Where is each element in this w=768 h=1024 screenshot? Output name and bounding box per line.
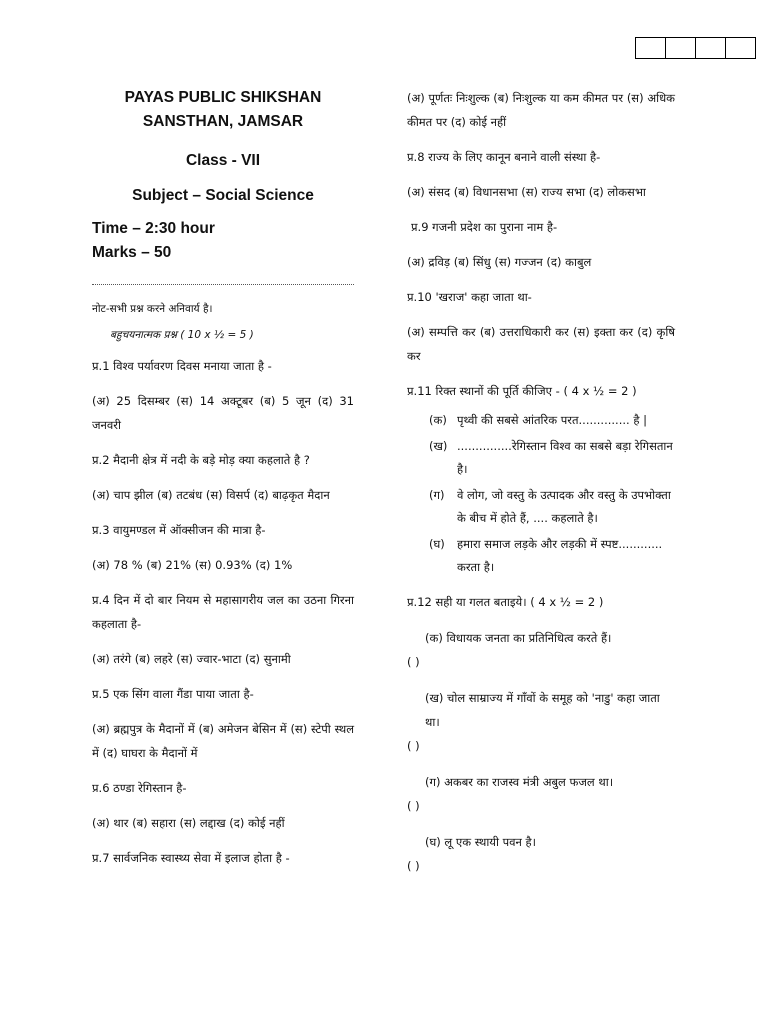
- question-5-options: (अ) ब्रह्मपुत्र के मैदानों में (ब) अमेजन बेसिन में (स) स्टेपी स्थल में (द) घाघरा के मैदानों में: [92, 722, 354, 760]
- fill-blank-item: [407, 435, 675, 481]
- answer-blank: ( ): [407, 859, 420, 873]
- question-7: प्र.7 सार्वजनिक स्वास्थ्य सेवा में इलाज होता है -: [92, 851, 290, 865]
- question-9-options: (अ) द्रविड़ (ब) सिंधु (स) गज्जन (द) काबुल: [407, 255, 592, 269]
- dotted-separator: [92, 278, 354, 285]
- answer-blank: ( ): [407, 655, 420, 669]
- item-text: पृथ्वी की सबसे आंतरिक परत.............. है |: [457, 413, 647, 427]
- question-4-options: (अ) तरंगे (ब) लहरे (स) ज्वार-भाटा (द) सुनामी: [92, 652, 291, 666]
- question-10-options: (अ) सम्पत्ति कर (ब) उत्तराधिकारी कर (स) इक्ता कर (द) कृषि कर: [407, 325, 675, 363]
- true-false-title: प्र.12 सही या गलत बताइये। ( 4 x ½ = 2 ): [407, 595, 604, 609]
- mcq-section-title: बहुचयनात्मक प्रश्न ( 10 x ½ = 5 ): [110, 329, 254, 341]
- question-8-options: (अ) संसद (ब) विधानसभा (स) राज्य सभा (द) लोकसभा: [407, 185, 646, 199]
- item-text: (क) विधायक जनता का प्रतिनिधित्व करते हैं।: [425, 631, 612, 645]
- question-2-options: (अ) चाप झील (ब) तटबंध (स) विसर्प (द) बाढ़कृत मैदान: [92, 488, 330, 502]
- instruction-note: नोट-सभी प्रश्न करने अनिवार्य है।: [92, 303, 213, 315]
- item-text: (ग) अकबर का राजस्व मंत्री अबुल फजल था।: [425, 775, 614, 789]
- item-text: (ख) चोल साम्राज्य में गाँवों के समूह को 'नाडु' कहा जाता था।: [425, 691, 660, 729]
- roll-box: [666, 38, 696, 58]
- item-label: (घ): [429, 537, 445, 551]
- time-label: Time – 2:30 hour: [92, 220, 215, 237]
- school-name-line1: PAYAS PUBLIC SHIKSHAN: [124, 89, 322, 106]
- roll-number-boxes: [635, 37, 756, 59]
- true-false-item: [407, 686, 675, 758]
- fill-blank-item: [407, 484, 675, 530]
- fill-blank-item: [407, 533, 675, 579]
- roll-box: [726, 38, 755, 58]
- roll-box: [696, 38, 726, 58]
- question-6-options: (अ) थार (ब) सहारा (स) लद्दाख (द) कोई नहीं: [92, 816, 285, 830]
- question-6: प्र.6 ठण्डा रेगिस्तान है-: [92, 781, 187, 795]
- fill-blanks-list: [407, 409, 675, 579]
- class-title: Class - VII: [185, 152, 261, 169]
- fill-blank-item: [407, 409, 675, 432]
- roll-box: [636, 38, 666, 58]
- question-4: प्र.4 दिन में दो बार नियम से महासागरीय जल का उठना गिरना कहलाता है-: [92, 593, 354, 631]
- item-text: (घ) लू एक स्थायी पवन है।: [425, 835, 537, 849]
- question-1: [92, 354, 354, 378]
- true-false-item: [407, 830, 675, 878]
- answer-blank: ( ): [407, 799, 420, 813]
- question-7-options: (अ) पूर्णतः निःशुल्क (ब) निःशुल्क या कम कीमत पर (स) अधिक कीमत पर (द) कोई नहीं: [407, 91, 675, 129]
- question-1-options: (अ) 25 दिसम्बर (स) 14 अक्टूबर (ब) 5 जून (द) 31 जनवरी: [92, 394, 354, 432]
- question-5: प्र.5 एक सिंग वाला गैंडा पाया जाता है-: [92, 687, 254, 701]
- question-2: प्र.2 मैदानी क्षेत्र में नदी के बड़े मोड़ क्या कहलाते है ?: [92, 453, 310, 467]
- question-3: प्र.3 वायुमण्डल में ऑक्सीजन की मात्रा है-: [92, 523, 266, 537]
- fill-blanks-title: प्र.11 रिक्त स्थानों की पूर्ति कीजिए - ( 4 x ½ = 2 ): [407, 384, 637, 398]
- question-3-options: (अ) 78 % (ब) 21% (स) 0.93% (द) 1%: [92, 558, 293, 572]
- page-header: [92, 86, 354, 205]
- question-text: प्र.1 विश्व पर्यावरण दिवस मनाया जाता है -: [92, 359, 272, 373]
- item-label: (क): [429, 413, 447, 427]
- right-column: [407, 86, 675, 878]
- item-label: (ख): [429, 439, 448, 453]
- subject-title: Subject – Social Science: [132, 187, 314, 204]
- question-9: प्र.9 गजनी प्रदेश का पुराना नाम है-: [411, 220, 558, 234]
- true-false-item: [407, 770, 675, 818]
- question-8: प्र.8 राज्य के लिए कानून बनाने वाली संस्था है-: [407, 150, 601, 164]
- marks-label: Marks – 50: [92, 244, 172, 261]
- item-label: (ग): [429, 488, 445, 502]
- item-text: हमारा समाज लड़के और लड़की में स्पष्ट............ करता है।: [457, 537, 663, 574]
- left-column: [92, 86, 354, 870]
- answer-blank: ( ): [407, 739, 420, 753]
- question-10: प्र.10 'खराज' कहा जाता था-: [407, 290, 532, 304]
- school-name-line2: SANSTHAN, JAMSAR: [142, 113, 304, 130]
- item-text: ...............रेगिस्तान विश्व का सबसे बड़ा रेगिसतान है।: [457, 439, 673, 476]
- time-marks: [92, 217, 354, 265]
- true-false-item: [407, 626, 675, 674]
- item-text: वे लोग, जो वस्तु के उत्पादक और वस्तु के उपभोक्ता के बीच में होते हैं, .... कहलाते है।: [457, 488, 671, 525]
